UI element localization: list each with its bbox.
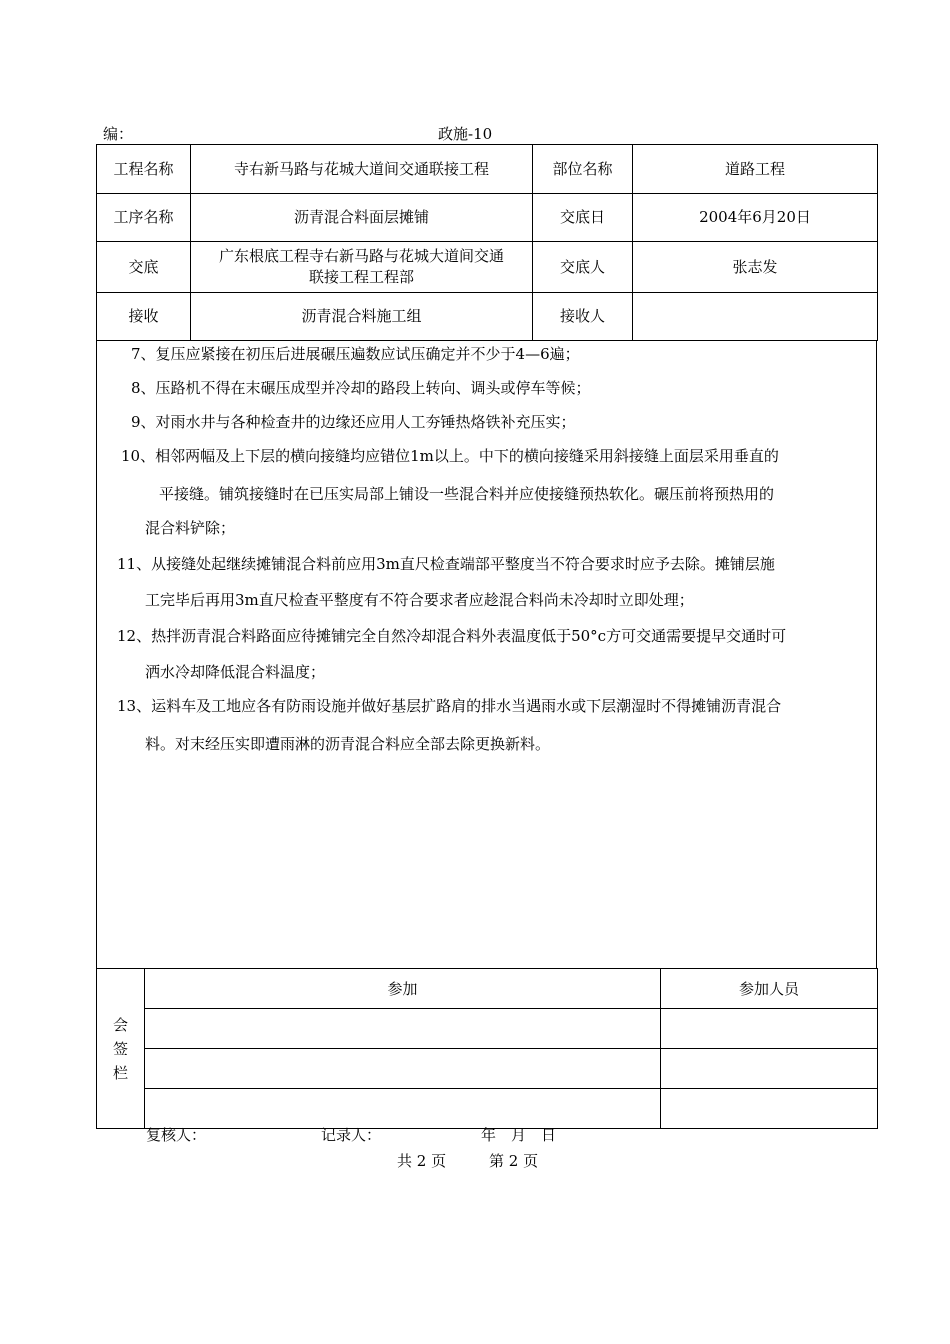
signature-side-label xyxy=(97,969,145,1129)
list-item xyxy=(117,696,781,716)
item-text: 热拌沥青混合料路面应待摊铺完全自然冷却混合料外表温度低于50°c方可交通需要提早交通时可 xyxy=(151,627,787,645)
item-continuation: 工完毕后再用3m直尺检查平整度有不符合要求者应趁混合料尚未冷却时立即处理； xyxy=(145,591,694,609)
process-label: 工序名称 xyxy=(97,194,191,242)
receiver-label: 接收人 xyxy=(533,293,633,341)
list-item xyxy=(131,344,580,364)
item-text: 压路机不得在末碾压成型并冷却的路段上转向、调头或停车等候； xyxy=(155,379,591,397)
recorder-label: 记录人： xyxy=(321,1126,382,1144)
item-number: 8、 xyxy=(131,379,156,397)
side-char-2: 签 xyxy=(112,1039,128,1058)
item-text: 运料车及工地应各有防雨设施并做好基层扩路肩的排水当遇雨水或下层潮湿时不得摊铺沥青混合 xyxy=(151,697,782,715)
side-char-1: 会 xyxy=(112,1015,128,1034)
signature-cell[interactable] xyxy=(145,1049,661,1089)
participant-people-header: 参加人员 xyxy=(661,969,878,1009)
sign-date: 年 月 日 xyxy=(481,1126,557,1144)
item-number: 7、 xyxy=(131,345,156,363)
receiver-value xyxy=(633,293,878,341)
item-continuation: 料。对末经压实即遭雨淋的沥青混合料应全部去除更换新料。 xyxy=(145,735,551,753)
list-item xyxy=(121,446,779,466)
content-cell xyxy=(96,340,877,969)
reviewer-label: 复核人： xyxy=(146,1126,207,1144)
item-continuation: 洒水冷却降低混合料温度； xyxy=(145,663,326,681)
side-char-3: 栏 xyxy=(112,1063,128,1082)
project-name-label: 工程名称 xyxy=(97,145,191,194)
item-text: 从接缝处起继续摊铺混合料前应用3m直尺检查端部平整度当不符合要求时应予去除。摊铺层施 xyxy=(151,555,775,573)
project-name: 寺右新马路与花城大道间交通联接工程 xyxy=(191,145,533,194)
handover-label: 交底 xyxy=(97,242,191,293)
handover-org xyxy=(191,242,533,293)
item-continuation: 平接缝。铺筑接缝时在已压实局部上铺设一些混合料并应使接缝预热软化。碾压前将预热用的 xyxy=(159,485,775,503)
item-text: 对雨水井与各种检查井的边缘还应用人工夯锤热烙铁补充压实； xyxy=(155,413,576,431)
participant-unit-header: 参加 xyxy=(145,969,661,1009)
form-code: 政施-10 xyxy=(438,125,493,143)
handover-org-line-2: 联接工程工程部 xyxy=(308,268,414,286)
signature-cell[interactable] xyxy=(661,1049,878,1089)
signature-cell[interactable] xyxy=(661,1009,878,1049)
signature-cell[interactable] xyxy=(145,1009,661,1049)
page-number: 第 2 页 xyxy=(489,1152,539,1170)
item-number: 9、 xyxy=(131,413,156,431)
item-text: 复压应紧接在初压后进展碾压遍数应试压确定并不少于4—6遍； xyxy=(155,345,580,363)
item-continuation: 混合料铲除； xyxy=(145,519,236,537)
receive-org: 沥青混合料施工组 xyxy=(191,293,533,341)
signature-cell[interactable] xyxy=(661,1089,878,1129)
part-value: 道路工程 xyxy=(633,145,878,194)
date-value: 2004年6月20日 xyxy=(633,194,878,242)
list-item xyxy=(131,412,576,432)
item-text: 相邻两幅及上下层的横向接缝均应错位1m以上。中下的横向接缝采用斜接缝上面层采用垂直的 xyxy=(155,447,779,465)
signature-table xyxy=(96,968,878,1129)
list-item xyxy=(117,554,775,574)
info-table xyxy=(96,144,878,341)
list-item xyxy=(117,626,786,646)
item-number: 12、 xyxy=(117,627,152,645)
item-number: 11、 xyxy=(117,555,152,573)
handover-person: 张志发 xyxy=(633,242,878,293)
header-left: 编： xyxy=(103,125,134,143)
item-number: 10、 xyxy=(121,447,156,465)
signature-cell[interactable] xyxy=(145,1089,661,1129)
handover-org-line-1: 广东根底工程寺右新马路与花城大道间交通 xyxy=(218,247,504,265)
receive-label: 接收 xyxy=(97,293,191,341)
item-number: 13、 xyxy=(117,697,152,715)
part-label: 部位名称 xyxy=(533,145,633,194)
process-value: 沥青混合料面层摊铺 xyxy=(191,194,533,242)
handover-person-label: 交底人 xyxy=(533,242,633,293)
total-pages: 共 2 页 xyxy=(397,1152,447,1170)
date-label: 交底日 xyxy=(533,194,633,242)
list-item xyxy=(131,378,591,398)
